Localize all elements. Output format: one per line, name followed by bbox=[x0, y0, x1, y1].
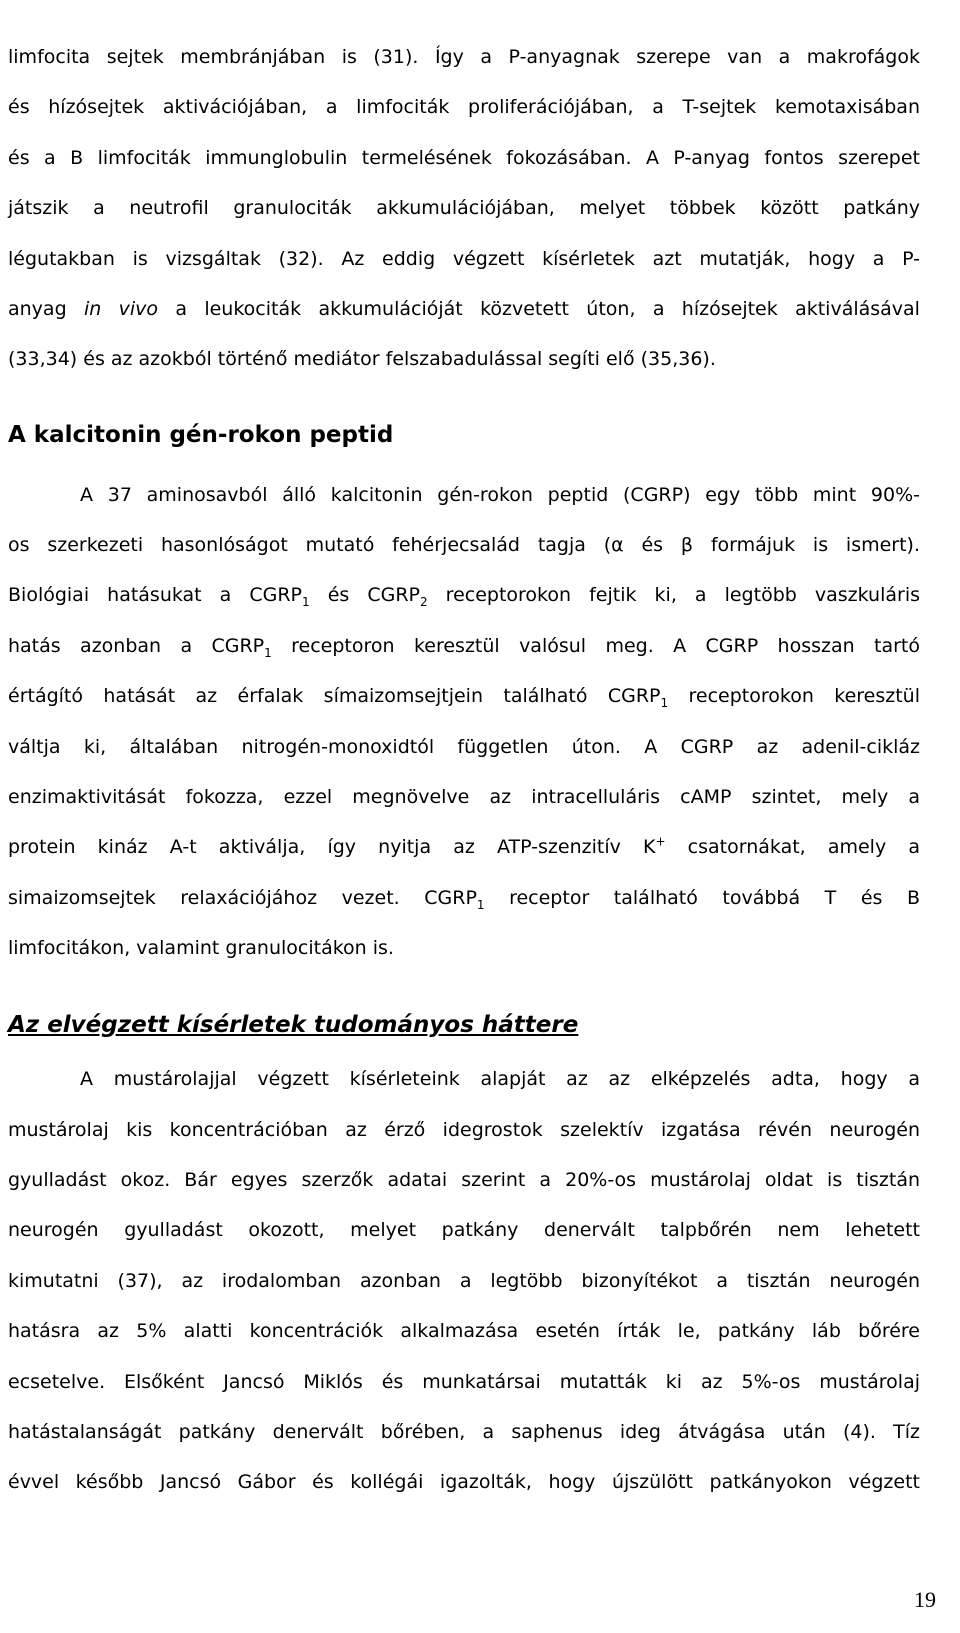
body-text-line: limfocitákon, valamint granulocitákon is. bbox=[8, 937, 394, 959]
text-span: értágító hatását az érfalak símaizomsejtjein található CGRP bbox=[8, 685, 661, 707]
body-text-line: limfocita sejtek membránjában is (31). Így a P-anyagnak szerepe van a makrofágok bbox=[8, 46, 920, 68]
subscript: 1 bbox=[264, 645, 272, 660]
text-span: csatornákat, amely a bbox=[665, 836, 920, 858]
body-text-line: és a B limfociták immunglobulin termelésének fokozásában. A P-anyag fontos szerepet bbox=[8, 147, 920, 169]
body-text-line: enzimaktivitását fokozza, ezzel megnövelve az intracelluláris cAMP szintet, mely a bbox=[8, 786, 920, 808]
body-text-line: hatásra az 5% alatti koncentrációk alkalmazása esetén írták le, patkány láb bőrére bbox=[8, 1320, 920, 1342]
body-text-line bbox=[8, 683, 920, 709]
body-text-line bbox=[8, 834, 920, 860]
body-text-line: kimutatni (37), az irodalomban azonban a legtöbb bizonyítékot a tisztán neurogén bbox=[8, 1270, 920, 1292]
text-span: és CGRP bbox=[309, 584, 420, 606]
text-span: receptorokon fejtik ki, a legtöbb vaszkuláris bbox=[427, 584, 920, 606]
body-text-line: A mustárolajjal végzett kísérleteink alapját az az elképzelés adta, hogy a bbox=[80, 1068, 920, 1090]
body-text-line: A 37 aminosavból álló kalcitonin gén-rokon peptid (CGRP) egy több mint 90%- bbox=[80, 484, 920, 506]
body-text-line: (33,34) és az azokból történő mediátor felszabadulással segíti elő (35,36). bbox=[8, 348, 716, 370]
text-span: anyag bbox=[8, 298, 84, 320]
text-span: hatás azonban a CGRP bbox=[8, 635, 265, 657]
text-span: protein kináz A-t aktiválja, így nyitja az ATP-szenzitív K bbox=[8, 836, 656, 858]
body-text-line: os szerkezeti hasonlóságot mutató fehérjecsalád tagja (α és β formájuk is ismert). bbox=[8, 534, 920, 556]
body-text-line bbox=[8, 582, 920, 608]
section-heading: Az elvégzett kísérletek tudományos háttere bbox=[8, 1012, 579, 1038]
body-text-line bbox=[8, 633, 920, 659]
subscript: 2 bbox=[420, 594, 428, 609]
section-heading: A kalcitonin gén-rokon peptid bbox=[8, 422, 394, 448]
text-span: a leukociták akkumulációját közvetett úton, a hízósejtek aktiválásával bbox=[158, 298, 920, 320]
text-span: receptor található továbbá T és B bbox=[484, 887, 920, 909]
body-text-line: hatástalanságát patkány denervált bőrében, a saphenus ideg átvágása után (4). Tíz bbox=[8, 1421, 920, 1443]
body-text-line: játszik a neutrofil granulociták akkumulációjában, melyet többek között patkány bbox=[8, 197, 920, 219]
subscript: 1 bbox=[660, 695, 669, 710]
page-number: 19 bbox=[914, 1587, 936, 1612]
body-text-line: és hízósejtek aktivációjában, a limfociták proliferációjában, a T-sejtek kemotaxisában bbox=[8, 96, 920, 118]
text-span: Biológiai hatásukat a CGRP bbox=[8, 584, 303, 606]
text-span: simaizomsejtek relaxációjához vezet. CGRP bbox=[8, 887, 477, 909]
body-text-line: mustárolaj kis koncentrációban az érző idegrostok szelektív izgatása révén neurogén bbox=[8, 1119, 920, 1141]
body-text-line: légutakban is vizsgáltak (32). Az eddig végzett kísérletek azt mutatják, hogy a P- bbox=[8, 248, 920, 270]
subscript: 1 bbox=[476, 897, 485, 912]
superscript: + bbox=[655, 834, 666, 849]
text-span: receptoron keresztül valósul meg. A CGRP hosszan tartó bbox=[271, 635, 921, 657]
body-text-line bbox=[8, 885, 920, 911]
body-text-line: ecsetelve. Elsőként Jancsó Miklós és munkatársai mutatták ki az 5%-os mustárolaj bbox=[8, 1371, 920, 1393]
text-span: receptorokon keresztül bbox=[668, 685, 920, 707]
subscript: 1 bbox=[302, 594, 310, 609]
body-text-line: váltja ki, általában nitrogén-monoxidtól független úton. A CGRP az adenil-cikláz bbox=[8, 736, 920, 758]
italic-term: in vivo bbox=[83, 298, 159, 320]
body-text-line bbox=[8, 296, 920, 322]
body-text-line: évvel később Jancsó Gábor és kollégái igazolták, hogy újszülött patkányokon végzett bbox=[8, 1471, 920, 1493]
body-text-line: gyulladást okoz. Bár egyes szerzők adatai szerint a 20%-os mustárolaj oldat is tisztán bbox=[8, 1169, 920, 1191]
body-text-line: neurogén gyulladást okozott, melyet patkány denervált talpbőrén nem lehetett bbox=[8, 1219, 920, 1241]
